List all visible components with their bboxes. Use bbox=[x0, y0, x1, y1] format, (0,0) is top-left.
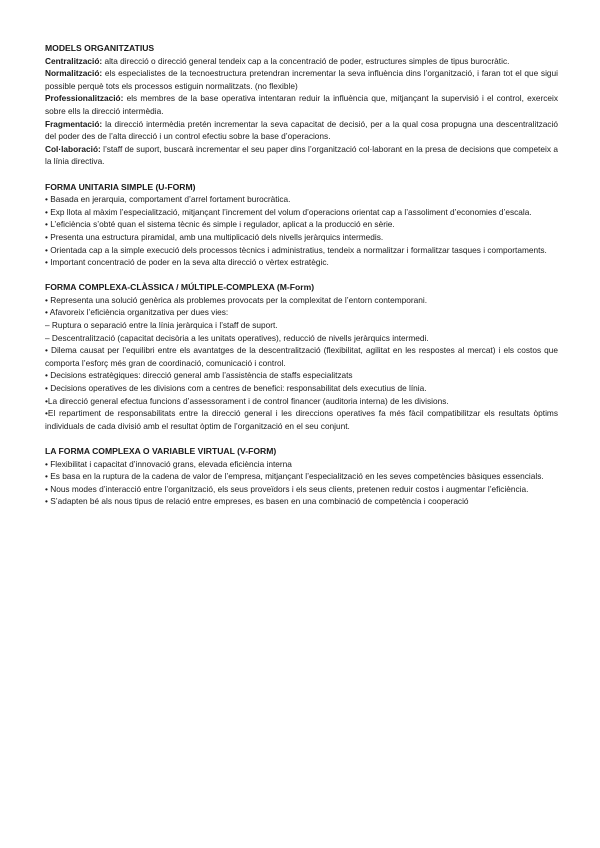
section-models-organitzatius bbox=[45, 42, 558, 168]
paragraph-collaboracio bbox=[45, 143, 558, 168]
bullet-item: • Es basa en la ruptura de la cadena de valor de l’empresa, mitjançant l’especialització en les seves competències bàsiques essencials. bbox=[45, 471, 544, 482]
bullet-item: • Basada en jerarquia, comportament d’arrel fortament burocràtica. bbox=[45, 194, 291, 205]
section-spacer bbox=[45, 168, 558, 181]
bullet-item: • Exp llota al màxim l’especialització, mitjançant l’increment del volum d’operacions orientat cap a l’assoliment d’economies d’escala. bbox=[45, 206, 532, 217]
section-spacer bbox=[45, 432, 558, 445]
bullet-item: • Afavoreix l’eficiència organitzativa per dues vies: bbox=[45, 307, 229, 318]
term: Professionalització: bbox=[45, 93, 124, 104]
bullet-item: • S’adapten bé als nous tipus de relació entre empreses, es basen en una combinació de competència i cooperació bbox=[45, 496, 469, 507]
bullet-item: – Ruptura o separació entre la línia jeràrquica i l’staff de suport. bbox=[45, 320, 278, 331]
bullet-item: • Decisions estratègiques: direcció general amb l’assistència de staffs especialitzats bbox=[45, 370, 353, 381]
bullet-item: • Nous modes d’interacció entre l’organització, els seus proveïdors i els seus clients, pretenen reduir costos i augmentar l’eficiència. bbox=[45, 483, 529, 494]
bullet-item: • Important concentració de poder en la seva alta direcció o vèrtex estratègic. bbox=[45, 257, 329, 268]
term: Fragmentació: bbox=[45, 118, 103, 129]
section-title: FORMA UNITARIA SIMPLE (U-FORM) bbox=[45, 181, 196, 192]
term: Col·laboració: bbox=[45, 143, 101, 154]
document-page bbox=[45, 42, 558, 508]
term: Normalització: bbox=[45, 68, 103, 79]
term: Centralització: bbox=[45, 55, 103, 66]
paragraph-professionalitzacio bbox=[45, 92, 558, 117]
bullet-item: •El repartiment de responsabilitats entre la direcció general i les direccions operatives fa més fàcil compatibilitzar els resultats òptims individuals de cada divisió amb el resultat òptim de l’organització en el seu conjunt. bbox=[45, 408, 558, 431]
section-title: MODELS ORGANITZATIUS bbox=[45, 43, 155, 53]
bullet-item: • Decisions operatives de les divisions com a centres de benefici: responsabilitat dels executius de línia. bbox=[45, 383, 427, 394]
bullet-item: • Presenta una estructura piramidal, amb una multiplicació dels nivells jeràrquics intermedis. bbox=[45, 231, 384, 242]
bullet-item: – Descentralització (capacitat decisòria a les unitats operatives), reducció de nivells jeràrquics intermedi. bbox=[45, 332, 429, 343]
section-v-form bbox=[45, 445, 558, 508]
section-title: FORMA COMPLEXA-CLÀSSICA / MÚLTIPLE-COMPLEXA (M-Form) bbox=[45, 282, 315, 293]
section-m-form bbox=[45, 281, 558, 432]
section-title: LA FORMA COMPLEXA O VARIABLE VIRTUAL (V-FORM) bbox=[45, 446, 277, 456]
bullet-item: •La direcció general efectua funcions d’assessorament i de control financer (auditoria interna) de les divisions. bbox=[45, 395, 449, 406]
definition: els especialistes de la tecnoestructura pretendran incrementar la seva influència dins l’organització, i faran tot el que sigui possible perquè tots els processos estiguin normalitzats. (no flexible) bbox=[45, 68, 558, 91]
definition: els membres de la base operativa intentaran reduir la influència que, mitjançant la supervisió i el control, exerceix sobre ells la direcció intermèdia. bbox=[45, 93, 558, 116]
definition: la direcció intermèdia pretén incrementar la seva capacitat de decisió, per a la qual cosa propugna una descentralització del poder des de l’alta direcció i un control efectiu sobre la base d’operacions. bbox=[45, 118, 558, 142]
definition: alta direcció o direcció general tendeix cap a la concentració de poder, estructures simples de tipus burocràtic. bbox=[102, 55, 510, 66]
bullet-item: • Orientada cap a la simple execució dels processos tècnics i administratius, tendeix a normalitzar i formalitzar tasques i comportaments. bbox=[45, 244, 547, 255]
bullet-item: • L’eficiència s’obté quan el sistema tècnic és simple i regulador, aplicat a la producció en sèrie. bbox=[45, 219, 395, 230]
paragraph-fragmentacio bbox=[45, 118, 558, 143]
bullet-item: • Flexibilitat i capacitat d’innovació grans, elevada eficiència interna bbox=[45, 458, 292, 469]
paragraph-centralitzacio bbox=[45, 55, 558, 68]
bullet-item: • Representa una solució genèrica als problemes provocats per la complexitat de l’entorn contemporani. bbox=[45, 294, 428, 305]
definition: l’staff de suport, buscarà incrementar el seu paper dins l’organització col·laborant en la presa de decisions que competeix a la línia directiva. bbox=[45, 143, 558, 167]
bullet-item: • Dilema causat per l’equilibri entre els avantatges de la descentralització (flexibilitat, agilitat en les respostes al mercat) i els costos que comporta l’esforç més gran de coordinació, comunicació i control. bbox=[45, 345, 558, 368]
paragraph-normalitzacio bbox=[45, 67, 558, 92]
section-spacer bbox=[45, 269, 558, 282]
section-u-form bbox=[45, 181, 558, 269]
